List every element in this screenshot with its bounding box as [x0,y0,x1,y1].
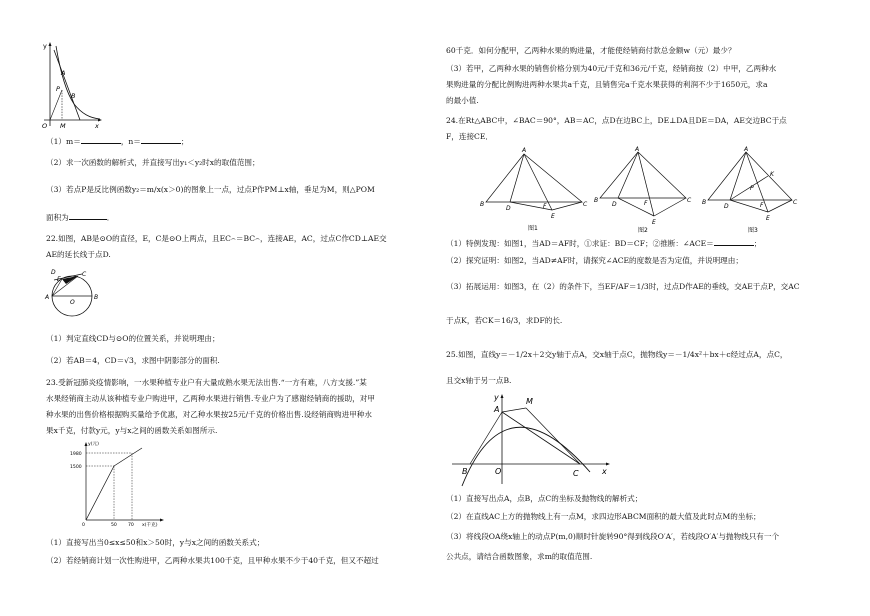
fig4-1-caption: 图1 [528,225,538,232]
fig4-1-a: A [522,147,527,154]
figure-q24-3 [702,146,802,234]
fig4-3-f: F [760,202,764,209]
fig3-tick-70: 70 [128,523,134,528]
fig4-3-caption: 图3 [748,227,758,234]
fig3-tick-50: 50 [111,523,117,528]
figure-q21-graph [40,40,110,132]
q21-part2: （2）求一次函数的解析式，并直接写出y₁＜y₂时x的取值范围； [46,158,260,167]
q24-stem-continued: F，连接CE． [446,132,493,141]
fig4-3-c: C [793,199,798,206]
fig3-tick-1980: 1980 [70,452,82,457]
fig3-tick-1500: 1500 [70,465,82,470]
fig4-1-d: D [506,205,511,212]
fig3-ylabel: y(元) [88,442,99,447]
fig3-xlabel: x(千克) [142,523,158,528]
fig4-3-p: P [750,185,754,192]
fig1-label-b: B [71,92,76,100]
q21-part3: （3）若点P是反比例函数y₂＝m/x(x＞0)的图象上一点，过点P作PM⊥x轴，垂足为M，则△POM [46,185,375,194]
fig1-label-o: O [42,122,48,130]
fig4-1-f: F [543,203,547,210]
figure-q23-graph [62,438,172,528]
fig5-label-b: B [462,467,468,476]
q25-stem: 25.如图，直线y＝－1/2x＋2交y轴于点A，交x轴于点C，抛物线y＝－1/4x²＋bx＋c经过点A，点C， [446,350,788,359]
fig1-label-x: x [95,122,99,130]
q24-stem: 24.在Rt△ABC中，∠BAC＝90°，AB＝AC，点D在边BC上，DE⊥DA且DE＝DA，AE交边BC于点 [446,116,787,125]
q24-part1: （1）特例发现：如图1，当AD＝AF时，①求证：BD＝CF；②推断：∠ACE＝ ； [446,239,762,248]
q24-part2: （2）探究证明：如图2，当AD≠AF时，请探究∠ACE的度数是否为定值，并说明理由； [446,256,743,265]
q23-stem-line2: 水果经销商主动从该种植专业户购进甲，乙两种水果进行销售.专业户为了感谢经销商的援助，对甲 [46,394,375,403]
q24-part3-continued: 于点K，若CK＝16/3，求DF的长. [446,316,563,325]
fig5-label-a: A [494,405,500,414]
fig2-label-c: C [82,271,87,278]
fig4-2-a: A [635,146,640,153]
q22-part1: （1）判定直线CD与⊙O的位置关系，并说明理由； [46,334,220,343]
fig1-label-m: M [60,122,66,130]
q22-stem: 22.如图，AB是⊙O的直径，E，C是⊙O上两点，且EC⌢＝BC⌢，连接AE，AC，过点C作CD⊥AE交 [46,234,387,243]
fig4-2-f: F [644,200,648,207]
fig3-origin: 0 [82,523,85,528]
fig4-1-b: B [480,201,485,208]
fig1-label-a: A [61,69,66,77]
q23-part3-line2: 果购进量的分配比例购进两种水果共a千克，且销售完a千克水果获得的利润不少于1650元，求a [446,80,768,89]
fig5-label-c: C [573,469,579,478]
fig4-1-e: E [551,213,555,220]
fig5-label-m: M [526,397,533,406]
fig4-2-e: E [652,219,656,226]
fig5-label-y: y [494,393,499,402]
q23-part2: （2）若经销商计划一次性购进甲，乙两种水果共100千克，且甲种水果不少于40千克，但又不超过 [46,556,379,565]
fig4-3-k: K [770,171,774,178]
fig2-label-d: D [51,269,56,276]
q23-part1: （1）直接写出当0≤x≤50和x＞50时，y与x之间的函数关系式； [46,538,265,547]
fig2-label-b: B [94,294,99,301]
fig4-2-b: B [594,197,599,204]
q21-part1: （1）m＝ ，n＝ ； [46,137,189,146]
q25-part2: （2）在直线AC上方的抛物线上有一点M，求四边形ABCM面积的最大值及此时点M的坐标； [446,512,761,521]
fig4-3-a: A [744,146,749,153]
q25-stem-continued: 且交x轴于另一点B. [446,376,512,385]
fig4-2-c: C [687,197,692,204]
q23-part3: （3）若甲，乙两种水果的销售价格分别为40元/千克和36元/千克，经销商按（2）中甲，乙两种水 [446,64,777,73]
fig1-label-y: y [43,42,47,50]
fig2-label-e: E [57,276,61,283]
q23-part2-continued: 60千克．如何分配甲，乙两种水果的购进量，才能使经销商付款总金额w（元）最少？ [446,46,736,55]
q23-stem-line3: 种水果的出售价格根据购买量给予优惠，对乙种水果按25元/千克的价格出售.设经销商购进甲种水 [46,410,372,419]
q25-part3: （3）将线段OA绕x轴上的动点P(m,0)顺时针旋转90°得到线段O′A′，若线段O′A′与抛物线只有一个 [446,532,780,541]
fig4-2-caption: 图2 [638,227,648,234]
q25-part1: （1）直接写出点A，点B，点C的坐标及抛物线的解析式； [446,494,643,503]
fig4-3-b: B [702,199,707,206]
q21-part3-continued: 面积为 ． [46,213,115,222]
q22-part2: （2）若AB＝4，CD＝√3，求图中阴影部分的面积. [46,356,220,365]
fig4-3-d: D [724,203,729,210]
fig2-label-o: O [70,299,75,306]
figure-q24-1 [480,146,590,234]
fig4-2-d: D [612,201,617,208]
q25-part3-continued: 公共点，请结合函数图象，求m的取值范围. [446,552,593,561]
figure-q25-parabola [446,390,616,490]
fig2-label-a: A [45,294,50,301]
fig4-3-e: E [766,215,770,222]
q23-stem: 23.受新冠肺炎疫情影响，一水果种植专业户有大量成熟水果无法出售.“一方有难，八方支援.”某 [46,378,367,387]
figure-q22-circle [42,266,104,318]
q23-part3-line3: 的最小值. [446,96,479,105]
fig5-label-o: O [495,467,502,476]
fig1-label-p: P [56,85,60,93]
fig4-1-c: C [583,201,588,208]
q23-stem-line4: 果x千克，付款y元，y与x之间的函数关系如图所示. [46,426,218,435]
q22-stem-continued: AE的延长线于点D. [46,250,111,259]
fig5-label-x: x [602,467,607,476]
figure-q24-2 [594,146,694,234]
q24-part3: （3）拓展运用：如图3，在（2）的条件下，当EF/AF＝1/3时，过点D作AE的垂线，交AE于点P，交AC [446,282,800,291]
